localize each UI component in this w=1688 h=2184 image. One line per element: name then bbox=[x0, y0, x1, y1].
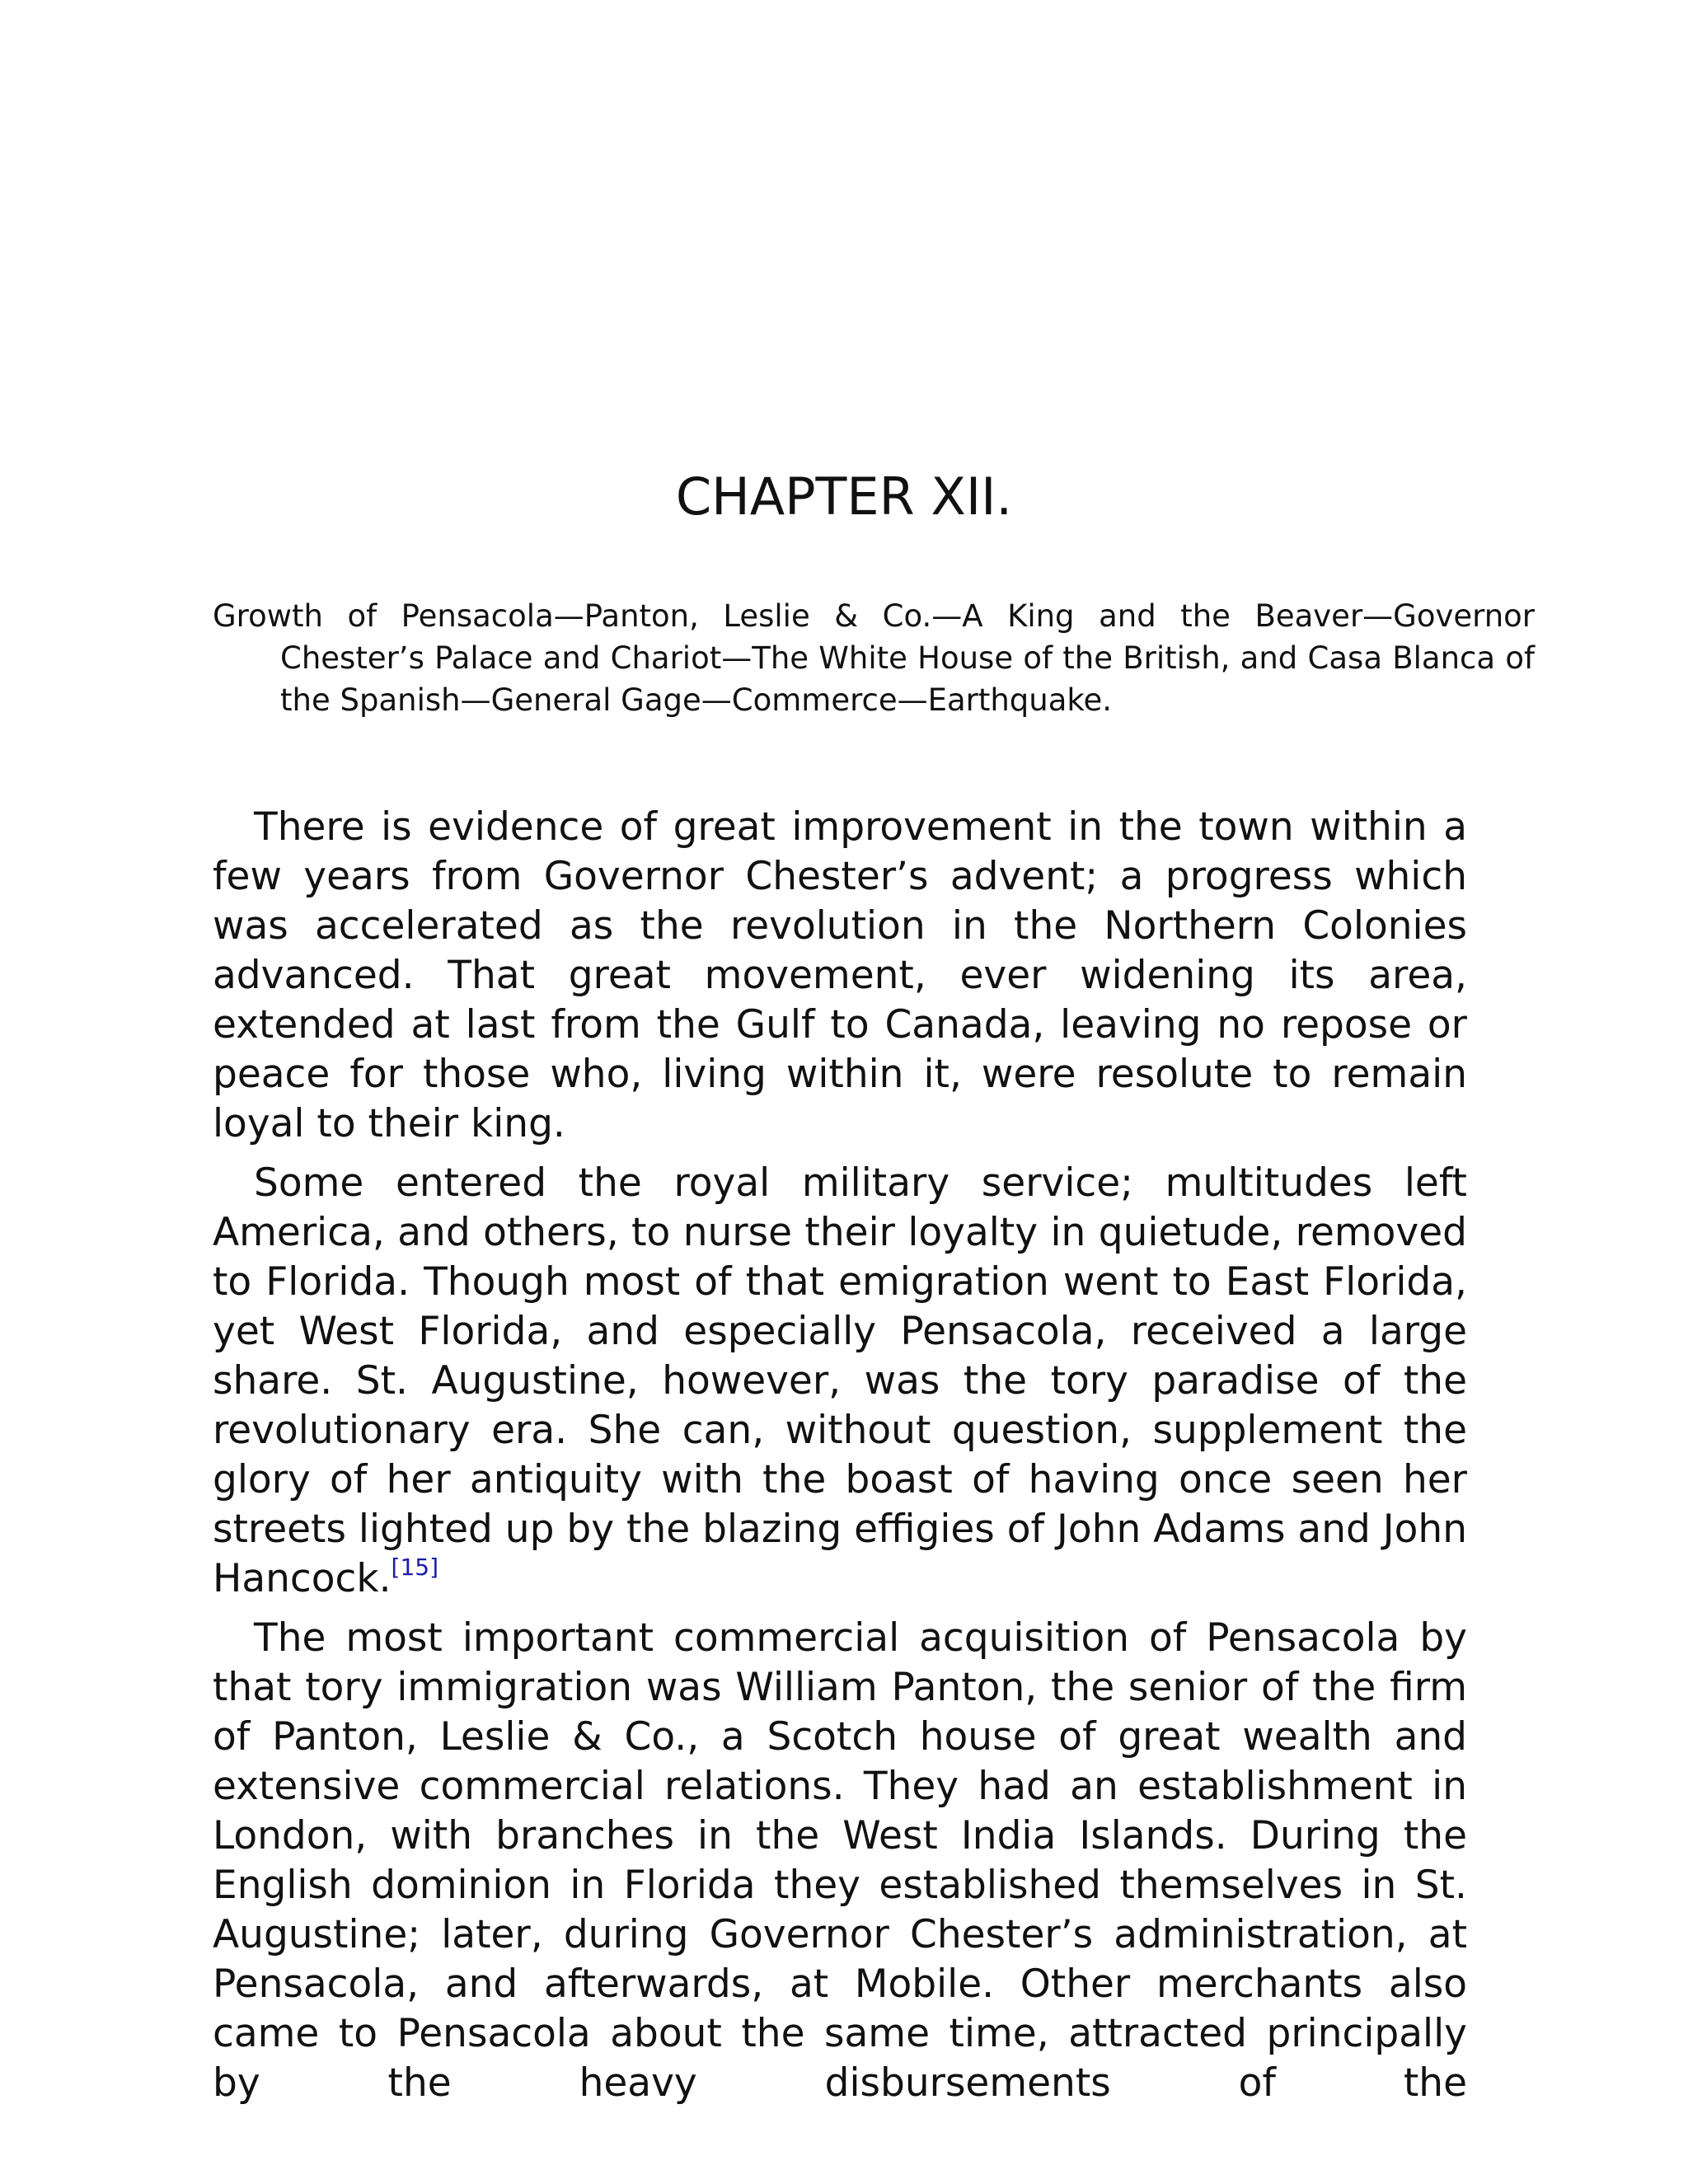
footnote-link-15[interactable]: [15] bbox=[391, 1554, 439, 1581]
paragraph-3: The most important commercial acquisition of Pensacola by that tory immigration was William Panton, the senior of the firm of Panton, Leslie & Co., a Scotch house of great wealth and extensive commercial relations. They had an establishment in London, with branches in the West India Islands. During the English dominion in Florida they established themselves in St. Augustine; later, during Governor Chester’s administration, at Pensacola, and afterwards, at Mobile. Other merchants also came to Pensacola about the same time, attracted principally by the heavy disbursements of the bbox=[213, 1615, 1467, 2106]
paragraph-2 bbox=[213, 1159, 1467, 1604]
chapter-summary: Growth of Pensacola—Panton, Leslie & Co.—A King and the Beaver—Governor Chester’s Palace and Chariot—The White House of the British, and Casa Blanca of the Spanish—General Gage—Commerce—Earthquake. bbox=[213, 598, 1535, 718]
chapter-title: CHAPTER XII. bbox=[675, 466, 1013, 527]
paragraph-2-text: Some entered the royal military service; multitudes left America, and others, to nurse their loyalty in quietude, removed to Florida. Though most of that emigration went to East Florida, yet West Florida, and especially Pensacola, received a large share. St. Augustine, however, was the tory paradise of the revolutionary era. She can, without question, supplement the glory of her antiquity with the boast of having once seen her streets lighted up by the blazing effigies of John Adams and John Hancock. bbox=[213, 1160, 1467, 1601]
paragraph-1: There is evidence of great improvement in the town within a few years from Governor Chester’s advent; a progress which was accelerated as the revolution in the Northern Colonies advanced. That great movement, ever widening its area, extended at last from the Gulf to Canada, leaving no repose or peace for those who, living within it, were resolute to remain loyal to their king. bbox=[213, 804, 1467, 1146]
chapter-body bbox=[213, 803, 1467, 2118]
